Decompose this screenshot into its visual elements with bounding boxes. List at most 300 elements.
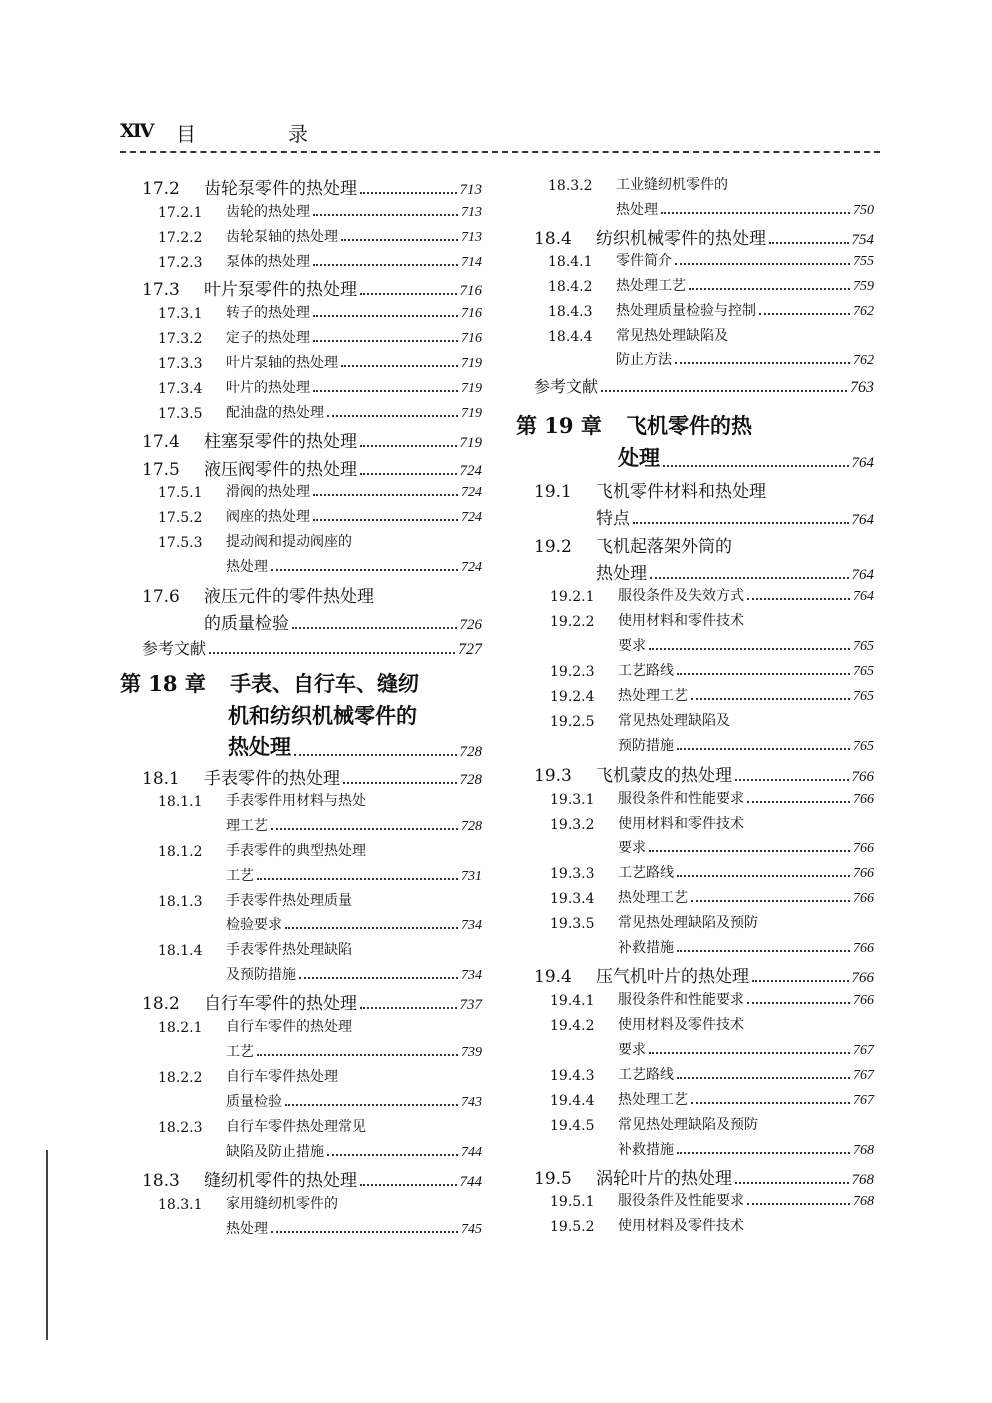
leader-dots	[341, 239, 458, 241]
toc-entry-continued[interactable]	[226, 964, 482, 984]
toc-entry-continued[interactable]	[226, 914, 482, 934]
toc-entry[interactable]	[158, 1066, 482, 1086]
leader-dots	[769, 242, 849, 244]
entry-title: 工艺路线	[618, 1067, 674, 1083]
leader-dots	[633, 522, 849, 524]
entry-page: 765	[853, 664, 874, 679]
entry-page: 724	[461, 560, 482, 575]
page-number: XIV	[120, 120, 153, 142]
entry-title: 飞机蒙皮的热处理	[596, 766, 732, 786]
entry-page: 767	[853, 1093, 874, 1108]
toc-entry[interactable]	[142, 174, 482, 199]
header-title: 目 录	[176, 122, 344, 146]
entry-title: 手表零件热处理缺陷	[226, 942, 352, 958]
toc-entry[interactable]	[534, 532, 874, 557]
entry-number: 19.4	[534, 967, 572, 987]
entry-number: 17.2	[142, 179, 180, 199]
entry-title: 滑阀的热处理	[226, 484, 310, 500]
entry-page: 745	[461, 1222, 482, 1237]
entry-page: 763	[850, 379, 874, 396]
toc-entry-continued[interactable]	[616, 349, 874, 369]
leader-dots	[661, 212, 850, 214]
entry-page: 766	[853, 841, 874, 856]
entry-number: 19.3.5	[550, 916, 595, 932]
entry-page: 766	[853, 891, 874, 906]
chapter-number: 第 19 章	[516, 413, 602, 438]
entry-number: 18.1	[142, 769, 180, 789]
leader-dots	[752, 980, 849, 982]
toc-entry[interactable]	[550, 788, 874, 808]
toc-entry-continued[interactable]	[618, 937, 874, 957]
entry-title: 要求	[618, 840, 646, 856]
toc-entry-continued[interactable]	[226, 1041, 482, 1061]
entry-page: 734	[461, 968, 482, 983]
toc-entry[interactable]	[142, 764, 482, 789]
entry-number: 17.3.3	[158, 356, 203, 372]
toc-entry[interactable]	[158, 327, 482, 347]
entry-number: 18.4.1	[548, 254, 593, 270]
entry-number: 17.2.1	[158, 205, 203, 221]
entry-page: 764	[851, 567, 874, 583]
entry-page: 765	[853, 639, 874, 654]
entry-title: 热处理	[596, 564, 647, 584]
entry-number: 18.3	[142, 1171, 180, 1191]
chapter-title: 手表、自行车、缝纫	[230, 671, 419, 696]
toc-entry[interactable]	[550, 862, 874, 882]
entry-title: 质量检验	[226, 1094, 282, 1110]
toc-entry-continued[interactable]	[618, 735, 874, 755]
toc-entry-continued[interactable]	[226, 865, 482, 885]
leader-dots	[747, 1002, 850, 1004]
entry-number: 17.2.3	[158, 255, 203, 271]
leader-dots	[759, 313, 850, 315]
leader-dots	[341, 365, 458, 367]
leader-dots	[360, 445, 457, 447]
leader-dots	[313, 264, 458, 266]
entry-page: 719	[461, 356, 482, 371]
entry-number: 18.1.2	[158, 844, 203, 860]
entry-number: 19.2.1	[550, 589, 595, 605]
leader-dots	[747, 801, 850, 803]
entry-page: 768	[851, 1172, 874, 1188]
leader-dots	[360, 1184, 457, 1186]
entry-page: 743	[461, 1095, 482, 1110]
entry-page: 716	[461, 331, 482, 346]
leader-dots	[691, 1102, 850, 1104]
toc-entry[interactable]	[548, 300, 874, 320]
entry-title: 热处理	[616, 202, 658, 218]
toc-entry[interactable]	[142, 582, 482, 607]
entry-page: 734	[461, 918, 482, 933]
leader-dots	[677, 673, 850, 675]
leader-dots	[360, 293, 457, 295]
toc-entry[interactable]	[550, 685, 874, 705]
toc-entry[interactable]	[550, 1089, 874, 1109]
entry-title: 补救措施	[618, 1142, 674, 1158]
entry-number: 17.3.5	[158, 406, 203, 422]
entry-title: 热处理工艺	[616, 278, 686, 294]
entry-page: 724	[459, 463, 482, 479]
entry-number: 18.1.4	[158, 943, 203, 959]
leader-dots	[360, 192, 457, 194]
toc-chapter-continued[interactable]	[228, 700, 482, 730]
toc-entry-continued[interactable]	[226, 1141, 482, 1161]
chapter-title: 热处理	[228, 734, 291, 759]
leader-dots	[285, 1104, 458, 1106]
entry-page: 713	[459, 182, 482, 198]
toc-entry-continued[interactable]	[618, 635, 874, 655]
entry-title: 齿轮泵轴的热处理	[226, 229, 338, 245]
toc-entry[interactable]	[550, 585, 874, 605]
toc-entry[interactable]	[158, 201, 482, 221]
leader-dots	[601, 390, 847, 392]
entry-number: 19.4.1	[550, 993, 595, 1009]
entry-page: 714	[461, 255, 482, 270]
toc-entry[interactable]	[158, 251, 482, 271]
toc-entry-references[interactable]	[534, 374, 874, 397]
toc-entry[interactable]	[548, 250, 874, 270]
toc-entry[interactable]	[548, 275, 874, 295]
leader-dots	[313, 315, 458, 317]
entry-number: 18.2	[142, 994, 180, 1014]
entry-title: 热处理	[226, 559, 268, 575]
entry-title: 齿轮的热处理	[226, 204, 310, 220]
entry-title: 自行车零件热处理常见	[226, 1119, 366, 1135]
toc-entry[interactable]	[158, 481, 482, 501]
leader-dots	[209, 652, 455, 654]
entry-title: 工艺路线	[618, 865, 674, 881]
entry-title: 工业缝纫机零件的	[616, 177, 728, 193]
entry-title: 服役条件和性能要求	[618, 791, 744, 807]
entry-title: 纺织机械零件的热处理	[596, 229, 766, 249]
entry-page: 719	[459, 435, 482, 451]
toc-entry[interactable]	[550, 989, 874, 1009]
entry-title: 服役条件及失效方式	[618, 588, 744, 604]
entry-title: 的质量检验	[204, 614, 289, 634]
chapter-title: 机和纺织机械零件的	[228, 703, 417, 728]
entry-number: 17.4	[142, 432, 180, 452]
entry-title: 自行车零件热处理	[226, 1069, 338, 1085]
toc-entry[interactable]	[534, 962, 874, 987]
entry-page: 737	[459, 997, 482, 1013]
toc-entry[interactable]	[534, 761, 874, 786]
leader-dots	[271, 569, 458, 571]
entry-title: 使用材料和零件技术	[618, 816, 744, 832]
toc-entry[interactable]	[142, 1166, 482, 1191]
entry-title: 家用缝纫机零件的	[226, 1196, 338, 1212]
leader-dots	[691, 698, 850, 700]
entry-number: 19.5.2	[550, 1219, 595, 1235]
entry-number: 19.2.5	[550, 714, 595, 730]
entry-page: 764	[853, 589, 874, 604]
entry-page: 768	[853, 1194, 874, 1209]
entry-title: 飞机起落架外筒的	[596, 537, 732, 557]
entry-title: 缝纫机零件的热处理	[204, 1171, 357, 1191]
toc-entry-references[interactable]	[142, 636, 482, 659]
toc-entry[interactable]	[142, 455, 482, 480]
leader-dots	[689, 288, 850, 290]
entry-title: 使用材料和零件技术	[618, 613, 744, 629]
entry-title: 服役条件及性能要求	[618, 1193, 744, 1209]
toc-entry[interactable]	[550, 1064, 874, 1084]
leader-dots	[313, 340, 458, 342]
entry-page: 766	[851, 769, 874, 785]
toc-entry[interactable]	[550, 887, 874, 907]
toc-entry[interactable]	[142, 989, 482, 1014]
toc-entry[interactable]	[550, 1114, 874, 1134]
entry-page: 765	[853, 689, 874, 704]
entry-number: 18.4.2	[548, 279, 593, 295]
toc-entry[interactable]	[550, 912, 874, 932]
toc-entry-continued[interactable]	[226, 1218, 482, 1238]
entry-page: 728	[461, 819, 482, 834]
entry-title: 泵体的热处理	[226, 254, 310, 270]
toc-entry[interactable]	[534, 477, 874, 502]
entry-page: 750	[853, 203, 874, 218]
header-rule	[120, 151, 880, 153]
toc-entry[interactable]	[158, 1016, 482, 1036]
toc-entry-continued[interactable]	[226, 1091, 482, 1111]
entry-number: 19.3.1	[550, 792, 595, 808]
page-header	[120, 118, 880, 150]
entry-page: 768	[853, 1143, 874, 1158]
entry-page: 724	[461, 485, 482, 500]
toc-entry-continued[interactable]	[226, 556, 482, 576]
leader-dots	[292, 627, 457, 629]
margin-line	[46, 1150, 48, 1340]
leader-dots	[285, 927, 458, 929]
entry-page: 728	[459, 772, 482, 788]
toc-entry[interactable]	[158, 506, 482, 526]
toc-entry[interactable]	[550, 1215, 874, 1235]
entry-number: 19.5	[534, 1169, 572, 1189]
toc-entry[interactable]	[550, 1190, 874, 1210]
entry-number: 19.2.2	[550, 614, 595, 630]
toc-entry[interactable]	[550, 610, 874, 630]
entry-title: 配油盘的热处理	[226, 405, 324, 421]
leader-dots	[360, 473, 457, 475]
entry-title: 涡轮叶片的热处理	[596, 1169, 732, 1189]
entry-page: 766	[853, 866, 874, 881]
entry-title: 齿轮泵零件的热处理	[204, 179, 357, 199]
toc-entry[interactable]	[158, 939, 482, 959]
leader-dots	[675, 263, 850, 265]
entry-page: 716	[461, 306, 482, 321]
toc-entry[interactable]	[158, 402, 482, 422]
leader-dots	[294, 754, 457, 756]
entry-title: 防止方法	[616, 352, 672, 368]
entry-number: 18.3.2	[548, 178, 593, 194]
entry-title: 提动阀和提动阀座的	[226, 534, 352, 550]
toc-entry[interactable]	[158, 352, 482, 372]
entry-page: 766	[853, 941, 874, 956]
entry-page: 713	[461, 205, 482, 220]
toc-entry[interactable]	[142, 427, 482, 452]
entry-number: 18.3.1	[158, 1197, 203, 1213]
leader-dots	[327, 1154, 458, 1156]
toc-entry-continued[interactable]	[596, 504, 874, 529]
chapter-page: 764	[851, 455, 874, 471]
entry-title: 要求	[618, 1042, 646, 1058]
entry-title: 热处理工艺	[618, 1092, 688, 1108]
leader-dots	[735, 779, 849, 781]
leader-dots	[677, 1152, 850, 1154]
entry-number: 18.2.3	[158, 1120, 203, 1136]
entry-title: 阀座的热处理	[226, 509, 310, 525]
toc-entry[interactable]	[158, 531, 482, 551]
toc-entry[interactable]	[158, 790, 482, 810]
entry-number: 19.3.3	[550, 866, 595, 882]
entry-number: 18.4	[534, 229, 572, 249]
entry-page: 767	[853, 1043, 874, 1058]
entry-title: 热处理质量检验与控制	[616, 303, 756, 319]
leader-dots	[271, 828, 458, 830]
toc-chapter-continued[interactable]	[618, 442, 874, 472]
entry-title: 特点	[596, 509, 630, 529]
entry-title: 液压元件的零件热处理	[204, 587, 374, 607]
leader-dots	[313, 494, 458, 496]
leader-dots	[735, 1182, 849, 1184]
entry-title: 叶片泵零件的热处理	[204, 280, 357, 300]
toc-entry-continued[interactable]	[618, 837, 874, 857]
entry-number: 19.1	[534, 482, 572, 502]
entry-page: 724	[461, 510, 482, 525]
leader-dots	[650, 577, 849, 579]
entry-title: 预防措施	[618, 738, 674, 754]
toc-entry[interactable]	[534, 224, 874, 249]
entry-number: 19.2	[534, 537, 572, 557]
entry-page: 754	[851, 232, 874, 248]
leader-dots	[747, 598, 850, 600]
chapter-title: 飞机零件的热	[626, 413, 752, 438]
toc-entry-continued[interactable]	[226, 815, 482, 835]
entry-title: 手表零件的热处理	[204, 769, 340, 789]
toc-chapter[interactable]	[120, 668, 482, 698]
entry-page: 767	[853, 1068, 874, 1083]
toc-entry-continued[interactable]	[618, 1039, 874, 1059]
entry-title: 自行车零件的热处理	[226, 1019, 352, 1035]
entry-title: 转子的热处理	[226, 305, 310, 321]
entry-page: 744	[459, 1174, 482, 1190]
entry-number: 18.2.1	[158, 1020, 203, 1036]
toc-entry-continued[interactable]	[618, 1139, 874, 1159]
leader-dots	[299, 977, 458, 979]
entry-page: 766	[853, 792, 874, 807]
entry-page: 762	[853, 304, 874, 319]
leader-dots	[677, 875, 850, 877]
entry-number: 17.5.2	[158, 510, 203, 526]
toc-chapter-continued[interactable]	[228, 731, 482, 761]
entry-title: 热处理	[226, 1221, 268, 1237]
entry-number: 17.5	[142, 460, 180, 480]
toc-entry[interactable]	[142, 275, 482, 300]
entry-number: 18.2.2	[158, 1070, 203, 1086]
entry-title: 要求	[618, 638, 646, 654]
entry-number: 19.4.4	[550, 1093, 595, 1109]
toc-entry[interactable]	[550, 1014, 874, 1034]
entry-number: 19.4.2	[550, 1018, 595, 1034]
toc-entry[interactable]	[158, 890, 482, 910]
entry-number: 18.1.1	[158, 794, 203, 810]
entry-page: 719	[461, 381, 482, 396]
entry-number: 17.3.2	[158, 331, 203, 347]
leader-dots	[271, 1231, 458, 1233]
leader-dots	[675, 362, 850, 364]
entry-number: 17.5.3	[158, 535, 203, 551]
entry-title: 飞机零件材料和热处理	[596, 482, 766, 502]
toc-entry[interactable]	[550, 710, 874, 730]
entry-page: 765	[853, 739, 874, 754]
entry-title: 零件简介	[616, 253, 672, 269]
toc-entry[interactable]	[158, 302, 482, 322]
leader-dots	[313, 519, 458, 521]
toc-entry-continued[interactable]	[204, 609, 482, 634]
entry-number: 19.2.3	[550, 664, 595, 680]
entry-number: 19.5.1	[550, 1194, 595, 1210]
toc-entry[interactable]	[550, 660, 874, 680]
leader-dots	[360, 1007, 457, 1009]
entry-title: 热处理工艺	[618, 688, 688, 704]
entry-number: 18.1.3	[158, 894, 203, 910]
entry-number: 17.3.4	[158, 381, 203, 397]
entry-title: 常见热处理缺陷及预防	[618, 1117, 758, 1133]
toc-entry[interactable]	[548, 325, 874, 345]
toc-entry[interactable]	[158, 840, 482, 860]
toc-entry[interactable]	[158, 226, 482, 246]
entry-title: 常见热处理缺陷及	[616, 328, 728, 344]
toc-chapter[interactable]	[516, 410, 874, 440]
entry-number: 19.4.3	[550, 1068, 595, 1084]
entry-page: 726	[459, 617, 482, 633]
toc-entry[interactable]	[550, 813, 874, 833]
toc-entry[interactable]	[158, 377, 482, 397]
leader-dots	[313, 214, 458, 216]
entry-title: 服役条件和性能要求	[618, 992, 744, 1008]
entry-title: 手表零件的典型热处理	[226, 843, 366, 859]
entry-number: 18.4.3	[548, 304, 593, 320]
leader-dots	[343, 782, 457, 784]
entry-number: 17.5.1	[158, 485, 203, 501]
entry-page: 764	[851, 512, 874, 528]
entry-title: 叶片泵轴的热处理	[226, 355, 338, 371]
entry-page: 759	[853, 279, 874, 294]
entry-title: 工艺路线	[618, 663, 674, 679]
entry-title: 液压阀零件的热处理	[204, 460, 357, 480]
leader-dots	[691, 900, 850, 902]
entry-title: 及预防措施	[226, 967, 296, 983]
entry-title: 工艺	[226, 868, 254, 884]
entry-title: 手表零件用材料与热处	[226, 793, 366, 809]
entry-number: 17.3.1	[158, 306, 203, 322]
toc-entry[interactable]	[158, 1193, 482, 1213]
entry-number: 19.3.4	[550, 891, 595, 907]
entry-title: 柱塞泵零件的热处理	[204, 432, 357, 452]
entry-title: 工艺	[226, 1044, 254, 1060]
toc-entry-continued[interactable]	[596, 559, 874, 584]
entry-title: 自行车零件的热处理	[204, 994, 357, 1014]
entry-page: 744	[461, 1145, 482, 1160]
entry-number: 17.2.2	[158, 230, 203, 246]
entry-number: 19.4.5	[550, 1118, 595, 1134]
entry-title: 热处理工艺	[618, 890, 688, 906]
toc-entry[interactable]	[158, 1116, 482, 1136]
entry-title: 参考文献	[142, 639, 207, 658]
toc-entry-continued[interactable]	[616, 199, 874, 219]
entry-title: 使用材料及零件技术	[618, 1017, 744, 1033]
leader-dots	[677, 748, 850, 750]
toc-entry[interactable]	[548, 174, 874, 194]
toc-entry[interactable]	[534, 1164, 874, 1189]
